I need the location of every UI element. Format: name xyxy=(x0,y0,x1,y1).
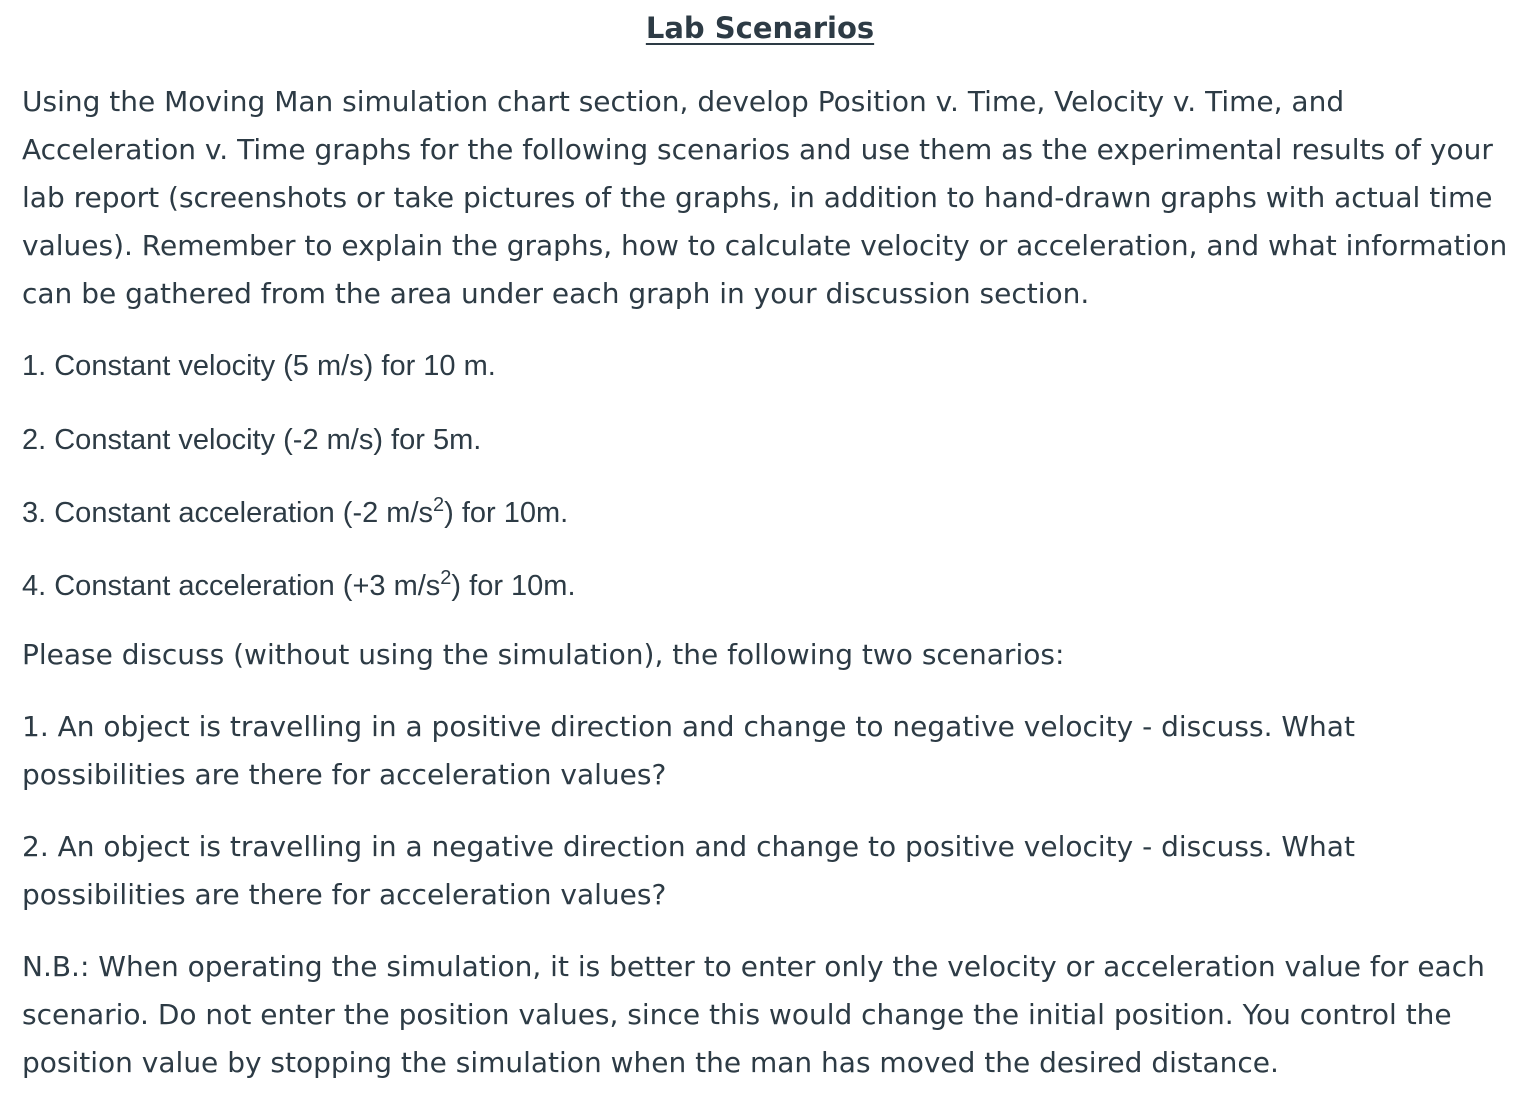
scenario-item: 1. Constant velocity (5 m/s) for 10 m. xyxy=(22,350,496,382)
discussion-question: 2. An object is travelling in a negative direction and change to positive velocity - discuss. What possibilities are there for acceleration values? xyxy=(22,830,1355,911)
page-title: Lab Scenarios xyxy=(645,11,875,45)
scenario-text-end: ) for 10m. xyxy=(444,497,569,529)
scenario-text-end: ) for 10m. xyxy=(451,570,576,602)
scenario-text-start: 3. Constant acceleration (-2 m/s xyxy=(22,497,434,529)
exponent: 2 xyxy=(433,494,445,516)
document-body xyxy=(22,0,1522,1087)
scenario-item xyxy=(22,493,1522,533)
discussion-question: 1. An object is travelling in a positive direction and change to negative velocity - discuss. What possibilities are there for acceleration values? xyxy=(22,710,1355,791)
scenario-text-start: 4. Constant acceleration (+3 m/s xyxy=(22,570,441,602)
discussion-intro: Please discuss (without using the simulation), the following two scenarios: xyxy=(22,638,1065,671)
scenario-item: 2. Constant velocity (-2 m/s) for 5m. xyxy=(22,424,482,456)
scenario-item xyxy=(22,566,1522,606)
note-paragraph: N.B.: When operating the simulation, it is better to enter only the velocity or acceleration value for each scenario. Do not enter the position values, since this would change the initial position. You control the position value by stopping the simulation when the man has moved the desired distance. xyxy=(22,950,1485,1079)
intro-paragraph: Using the Moving Man simulation chart section, develop Position v. Time, Velocity v. Time, and Acceleration v. Time graphs for the following scenarios and use them as the experimental results of your lab report (screenshots or take pictures of the graphs, in addition to hand-drawn graphs with actual time values). Remember to explain the graphs, how to calculate velocity or acceleration, and what information can be gathered from the area under each graph in your discussion section. xyxy=(22,85,1508,310)
exponent: 2 xyxy=(440,567,452,589)
